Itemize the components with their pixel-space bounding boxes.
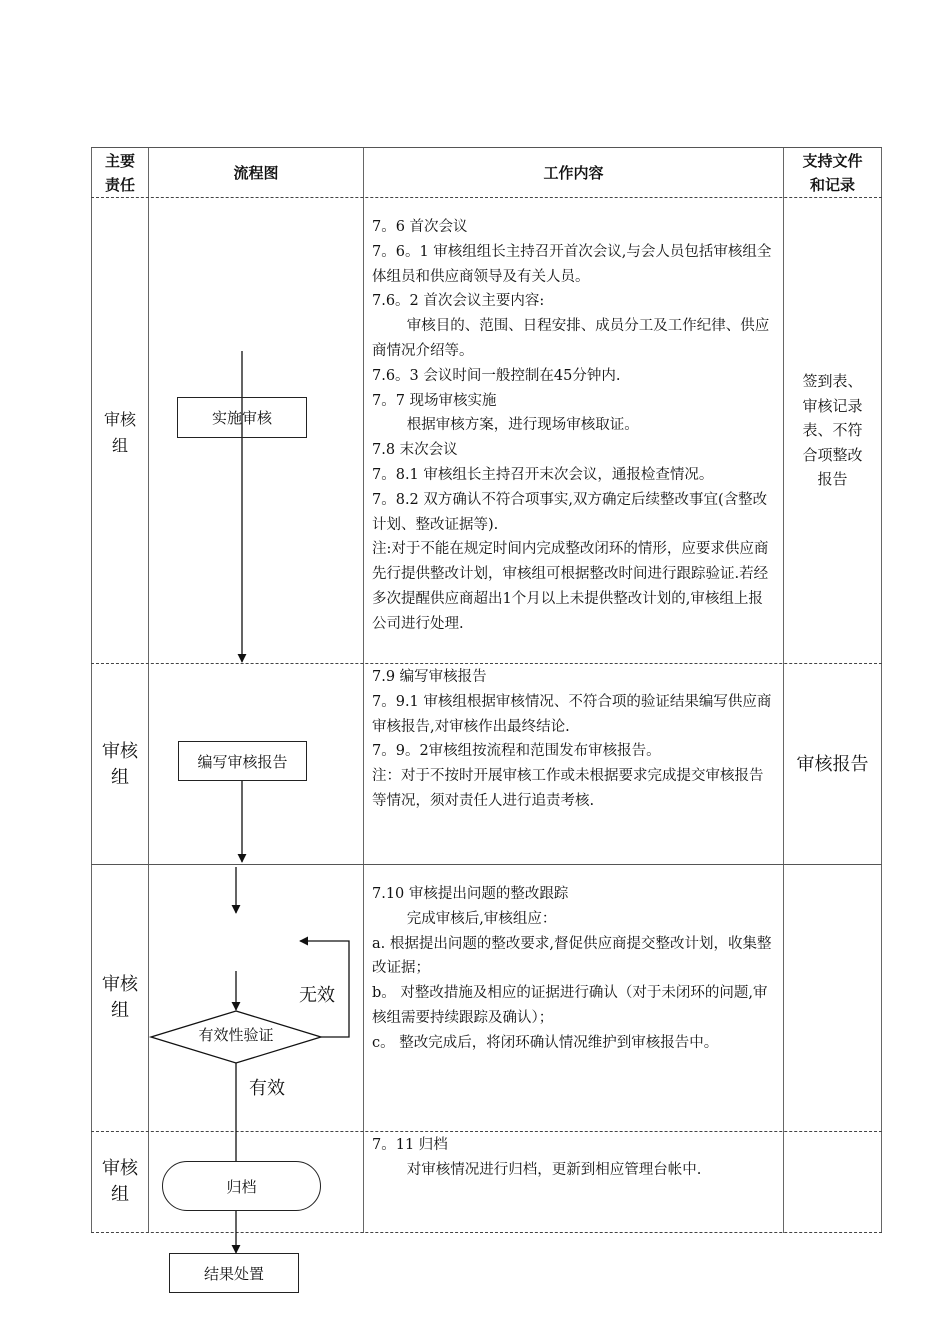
flow-step-archive: 归档 bbox=[162, 1161, 321, 1211]
invalid-label: 无效 bbox=[299, 985, 335, 1006]
header-work-content: 工作内容 bbox=[543, 163, 604, 182]
content-line: 7.10 审核提出问题的整改跟踪 bbox=[372, 886, 569, 902]
content-line: 根据审核方案，进行现场审核取证。 bbox=[406, 417, 639, 434]
content-line: 完成审核后,审核组应： bbox=[406, 910, 557, 927]
content-line: 7。7 现场审核实施 bbox=[372, 392, 497, 409]
header-support-docs: 支持文件 和记录 bbox=[802, 151, 863, 194]
header-responsibility: 主要 责任 bbox=[104, 151, 135, 194]
content-line: 审核目的、范围、日程安排、成员分工及工作纪律、供应商情况介绍等。 bbox=[372, 318, 770, 359]
valid-label: 有效 bbox=[249, 1078, 285, 1099]
content-line: b。 对整改措施及相应的证据进行确认（对于未闭环的问题,审核组需要持续跟踪及确认）； bbox=[372, 985, 768, 1026]
content-line: 7。9。2审核组按流程和范围发布审核报告。 bbox=[372, 743, 661, 760]
content-line: 注:对于不能在规定时间内完成整改闭环的情形，应要求供应商先行提供整改计划，审核组可根据整改时间进行跟踪验证.若经多次提醒供应商超出1个月以上未提供整改计划的,审核组上报公司进行处理. bbox=[372, 541, 769, 632]
content-line: c。 整改完成后，将闭环确认情况维护到审核报告中。 bbox=[372, 1034, 719, 1051]
responsibility-cell: 审核 组 bbox=[102, 1158, 138, 1205]
flow-step-implement-audit: 实施审核 bbox=[177, 397, 307, 438]
content-line: 对审核情况进行归档，更新到相应管理台帐中. bbox=[406, 1161, 702, 1178]
content-line: 7.6。2 首次会议主要内容: bbox=[372, 293, 545, 310]
content-line: 7.8 末次会议 bbox=[372, 442, 458, 459]
flow-step-write-report: 编写审核报告 bbox=[178, 741, 307, 781]
header-flowchart: 流程图 bbox=[233, 163, 279, 182]
support-docs-cell: 审核报告 bbox=[796, 754, 869, 775]
content-line: 7。9.1 审核组根据审核情况、不符合项的验证结果编写供应商审核报告,对审核作出最终结论. bbox=[372, 693, 772, 735]
content-line: 7。6。1 审核组组长主持召开首次会议,与会人员包括审核组全体组员和供应商领导及有关人员。 bbox=[372, 243, 772, 285]
content-line: 注：对于不按时开展审核工作或未根据要求完成提交审核报告等情况，须对责任人进行追责考核. bbox=[372, 768, 764, 809]
flow-step-result-handling: 结果处置 bbox=[169, 1253, 299, 1293]
content-line: 7。6 首次会议 bbox=[372, 219, 468, 235]
content-line: 7.9 编写审核报告 bbox=[372, 669, 487, 685]
responsibility-cell: 审核 组 bbox=[102, 741, 138, 788]
content-line: a. 根据提出问题的整改要求,督促供应商提交整改计划，收集整改证据； bbox=[372, 935, 772, 977]
content-line: 7.6。3 会议时间一般控制在45分钟内. bbox=[372, 367, 621, 384]
decision-label: 有效性验证 bbox=[198, 1026, 274, 1044]
content-line: 7。11 归档 bbox=[372, 1137, 448, 1153]
responsibility-cell: 审核 组 bbox=[103, 410, 136, 455]
responsibility-cell: 审核 组 bbox=[102, 974, 138, 1021]
support-docs-cell: 签到表、 审核记录 表、不符 合项整改 报告 bbox=[802, 372, 863, 488]
content-line: 7。8.2 双方确认不符合项事实,双方确定后续整改事宜(含整改计划、整改证据等). bbox=[372, 491, 768, 533]
content-line: 7。8.1 审核组长主持召开末次会议，通报检查情况。 bbox=[372, 466, 714, 483]
